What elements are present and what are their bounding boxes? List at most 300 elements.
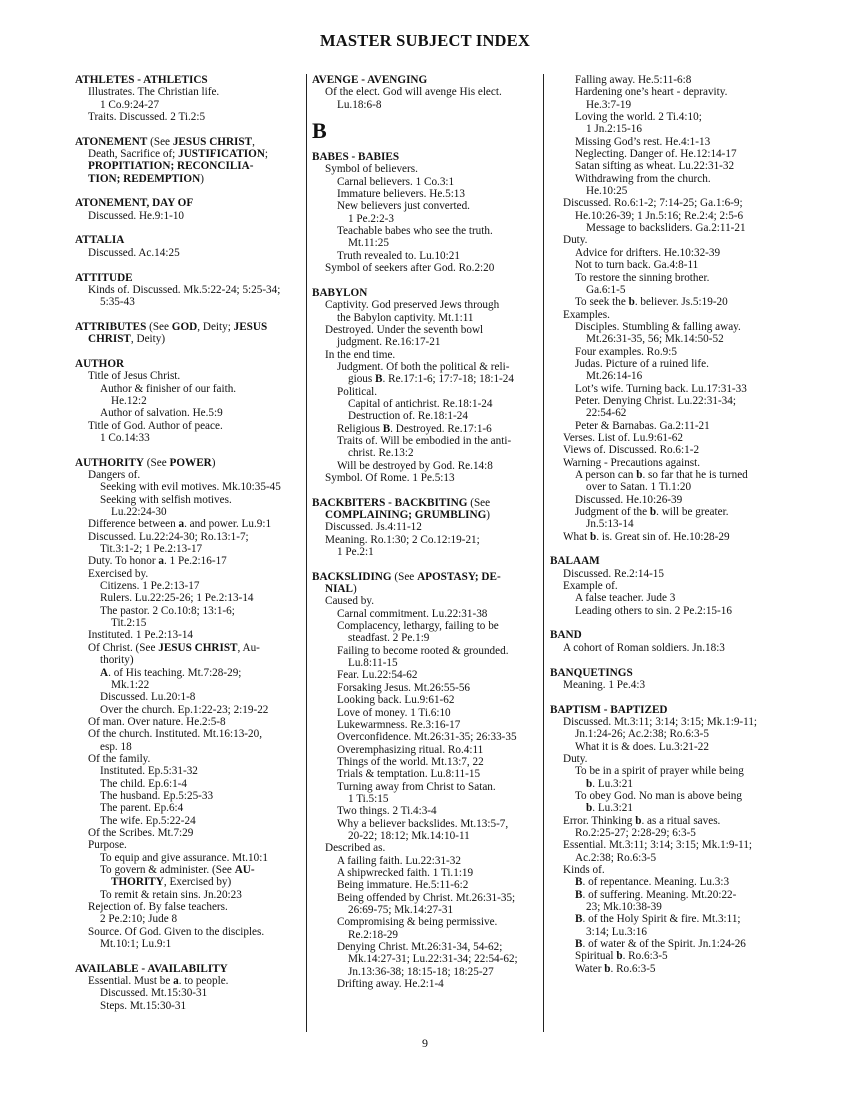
index-entry	[75, 99, 303, 111]
entry-text: Symbol. Of Rome. 1 Pe.5:13	[325, 471, 455, 484]
index-entry	[75, 592, 303, 604]
index-entry	[312, 349, 544, 361]
index-entry	[75, 296, 303, 308]
bold-term: AU-	[234, 864, 255, 876]
index-entry	[550, 432, 782, 444]
heading-term: BABES - BABIES	[312, 151, 400, 164]
bold-term: b	[586, 802, 593, 815]
index-heading	[75, 197, 303, 209]
index-heading	[75, 74, 303, 86]
entry-text: To restore the sinning brother.	[575, 271, 710, 284]
index-entry	[75, 395, 303, 407]
entry-text: Symbol of believers.	[325, 163, 418, 176]
index-entry	[75, 815, 303, 827]
index-entry	[312, 867, 544, 879]
index-entry	[312, 929, 544, 941]
entry-text: Of the elect. God will avenge His elect.	[325, 86, 502, 99]
entry-text: Error. Thinking	[563, 814, 636, 827]
entry-text: Fear. Lu.22:54-62	[337, 669, 418, 682]
entry-text: Lukewarmness. Re.3:16-17	[337, 718, 461, 731]
index-entry	[75, 481, 303, 493]
entry-text: Source. Of God. Given to the disciples.	[88, 925, 265, 938]
entry-text: Described as.	[325, 842, 386, 855]
entry-text: the Babylon captivity. Mt.1:11	[337, 311, 474, 324]
heading-term: BACKSLIDING	[312, 570, 392, 583]
entry-text: Overconfidence. Mt.26:31-35; 26:33-35	[337, 731, 517, 744]
index-entry	[75, 247, 303, 259]
index-entry	[550, 876, 782, 888]
index-entry	[75, 432, 303, 444]
entry-text: 3:14; Lu.3:16	[586, 925, 647, 938]
bold-term: B	[382, 422, 391, 435]
index-entry	[312, 373, 544, 385]
entry-text: Advice for drifters. He.10:32-39	[575, 246, 721, 259]
entry-text: Missing God’s rest. He.4:1-13	[575, 135, 711, 148]
index-entry	[75, 1000, 303, 1012]
entry-text: Judgment. Of both the political & reli-	[337, 360, 510, 373]
bold-term: B	[375, 373, 383, 386]
entry-text: To govern & administer. (See	[100, 864, 235, 876]
entry-spacer	[550, 654, 782, 666]
entry-text: . 1 Pe.2:16-17	[163, 555, 227, 568]
entry-text: Exercised by.	[88, 567, 149, 580]
cross-ref-text: (See	[146, 320, 172, 333]
page-number: 9	[422, 1036, 428, 1050]
entry-text: esp. 18	[100, 740, 132, 753]
index-entry	[75, 938, 303, 950]
entry-text: . is. Great sin of. He.10:28-29	[596, 530, 730, 543]
index-entry	[312, 793, 544, 805]
index-entry	[550, 284, 782, 296]
entry-text: To obey God. No man is above being	[575, 789, 742, 802]
index-entry	[550, 407, 782, 419]
index-entry	[312, 781, 544, 793]
index-entry	[550, 728, 782, 740]
index-entry	[312, 583, 544, 595]
entry-text: Loving the world. 2 Ti.4:10;	[575, 111, 702, 124]
entry-text: Kinds of.	[563, 864, 605, 876]
index-entry	[312, 620, 544, 632]
index-entry	[550, 815, 782, 827]
bold-term: B	[575, 876, 583, 889]
index-entry	[75, 506, 303, 518]
entry-text: Rejection of. By false teachers.	[88, 901, 228, 914]
cross-ref-term: JESUS CHRIST	[172, 135, 253, 148]
entry-text: . of suffering. Meaning. Mt.20:22-	[582, 888, 737, 901]
entry-text: He.12:2	[111, 394, 147, 407]
entry-text: Hardening one’s heart - depravity.	[575, 86, 728, 99]
bold-term: B	[575, 913, 583, 926]
entry-text: Jn.5:13-14	[586, 518, 634, 531]
entry-text: . of His teaching. Mt.7:28-29;	[108, 666, 242, 679]
entry-text: . of water & of the Spirit. Jn.1:24-26	[582, 938, 746, 951]
index-entry	[75, 802, 303, 814]
bold-term: TION; REDEMPTION	[88, 172, 201, 185]
index-entry	[550, 852, 782, 864]
cross-ref-term: GOD	[171, 320, 198, 333]
index-entry	[312, 324, 544, 336]
entry-text: 1 Co.9:24-27	[100, 98, 160, 111]
entry-text: Symbol of seekers after God. Ro.2:20	[325, 262, 495, 275]
entry-text: . to people.	[178, 975, 229, 988]
index-heading	[75, 358, 303, 370]
entry-text: 1 Pe.2:1	[337, 546, 374, 559]
entry-text: Forsaking Jesus. Mt.26:55-56	[337, 681, 471, 694]
entry-text: Dangers of.	[88, 469, 141, 481]
bold-term: b	[616, 950, 623, 963]
index-entry	[550, 86, 782, 98]
entry-text: Withdrawing from the church.	[575, 172, 711, 185]
index-entry	[550, 247, 782, 259]
index-entry	[550, 963, 782, 975]
index-entry	[312, 423, 544, 435]
index-entry	[550, 765, 782, 777]
index-heading	[75, 457, 303, 469]
entry-text: Destruction of. Re.18:1-24	[348, 410, 468, 423]
index-entry	[550, 827, 782, 839]
entry-text: Drifting away. He.2:1-4	[337, 978, 444, 991]
entry-text: Discussed. Lu.22:24-30; Ro.13:1-7;	[88, 530, 249, 543]
index-entry	[312, 176, 544, 188]
index-entry	[75, 617, 303, 629]
index-entry	[550, 197, 782, 209]
entry-text: Mt.11:25	[348, 237, 389, 250]
bold-term: A	[100, 666, 109, 679]
entry-text: Of the church. Instituted. Mt.16:13-20,	[88, 728, 262, 741]
entry-text: To be in a spirit of prayer while being	[575, 765, 744, 778]
heading-term: AUTHORITY	[75, 456, 144, 469]
entry-text: The child. Ep.6:1-4	[100, 777, 187, 790]
entry-text: 1 Co.14:33	[100, 431, 150, 444]
entry-text: Mt.26:14-16	[586, 370, 643, 383]
entry-text: )	[352, 583, 357, 596]
entry-text: 1 Ti.5:15	[348, 792, 389, 805]
index-entry	[550, 296, 782, 308]
bold-term: a	[173, 975, 179, 988]
index-entry	[75, 790, 303, 802]
index-entry	[312, 608, 544, 620]
index-entry	[312, 707, 544, 719]
index-entry	[75, 926, 303, 938]
heading-term: ATONEMENT	[75, 135, 148, 148]
bold-term: COMPLAINING; GRUMBLING	[325, 509, 487, 521]
index-heading	[550, 629, 782, 641]
index-entry	[312, 892, 544, 904]
index-entry	[550, 358, 782, 370]
entry-text: Purpose.	[88, 839, 127, 852]
entry-text: Essential. Mt.3:11; 3:14; 3:15; Mk.1:9-11;	[563, 839, 753, 852]
entry-spacer	[75, 222, 303, 234]
heading-term: ATTALIA	[75, 234, 125, 247]
entry-text: Re.2:18-29	[348, 928, 399, 941]
index-entry	[312, 756, 544, 768]
index-entry	[312, 312, 544, 324]
index-entry	[312, 669, 544, 681]
entry-text: Illustrates. The Christian life.	[88, 86, 220, 99]
entry-text: Mt.10:1; Lu.9:1	[100, 938, 172, 951]
index-entry	[312, 200, 544, 212]
entry-text: Lu.18:6-8	[337, 98, 382, 111]
index-heading	[312, 151, 544, 163]
entry-text: Failing to become rooted & grounded.	[337, 644, 509, 657]
entry-text: . Destroyed. Re.17:1-6	[390, 422, 492, 435]
entry-text: Verses. List of. Lu.9:61-62	[563, 431, 683, 444]
heading-term: ATTRIBUTES	[75, 320, 147, 333]
index-entry	[550, 185, 782, 197]
entry-text: Looking back. Lu.9:61-62	[337, 694, 455, 707]
entry-text: , Deity)	[130, 333, 166, 346]
cross-ref-term: JESUS	[233, 320, 268, 333]
cross-ref-text: (See	[391, 570, 418, 583]
entry-text: Complacency, lethargy, failing to be	[337, 620, 499, 633]
entry-text: Four examples. Ro.9:5	[575, 345, 677, 358]
cross-ref-text: (See	[144, 456, 170, 469]
entry-text: A false teacher. Jude 3	[575, 592, 676, 605]
entry-text: Instituted. 1 Pe.2:13-14	[88, 629, 194, 642]
index-entry	[312, 941, 544, 953]
index-entry	[75, 370, 303, 382]
entry-text: Judas. Picture of a ruined life.	[575, 357, 709, 370]
index-entry	[312, 645, 544, 657]
entry-text: Trials & temptation. Lu.8:11-15	[337, 768, 481, 781]
entry-text: Duty.	[563, 234, 588, 247]
cross-ref-term: POWER	[169, 456, 212, 469]
entry-text: What	[563, 530, 591, 543]
entry-text: A shipwrecked faith. 1 Ti.1:19	[337, 866, 474, 879]
entry-text: christ. Re.13:2	[348, 447, 414, 460]
index-entry	[550, 210, 782, 222]
entry-text: Ro.2:25-27; 2:28-29; 6:3-5	[575, 826, 696, 839]
index-entry	[550, 173, 782, 185]
index-entry	[75, 691, 303, 703]
entry-text: )	[200, 172, 204, 185]
index-entry	[550, 592, 782, 604]
entry-text: 1 Jn.2:15-16	[586, 123, 642, 136]
index-entry	[75, 173, 303, 185]
index-entry	[312, 546, 544, 558]
index-entry	[550, 741, 782, 753]
entry-text: Citizens. 1 Pe.2:13-17	[100, 580, 200, 593]
heading-term: BACKBITERS - BACKBITING	[312, 496, 468, 509]
entry-text: . so far that he is turned	[642, 469, 748, 481]
index-entry	[550, 111, 782, 123]
index-entry	[75, 753, 303, 765]
entry-text: Lu.22:24-30	[111, 506, 167, 519]
index-entry	[75, 654, 303, 666]
entry-text: Lot’s wife. Turning back. Lu.17:31-33	[575, 382, 747, 395]
index-entry	[550, 444, 782, 456]
index-entry	[550, 926, 782, 938]
bold-term: B	[575, 888, 583, 901]
entry-spacer	[550, 691, 782, 703]
index-entry	[75, 580, 303, 592]
bold-term: a	[178, 518, 185, 531]
entry-text: Leading others to sin. 2 Pe.2:15-16	[575, 604, 732, 617]
entry-text: Author of salvation. He.5:9	[100, 407, 223, 420]
index-entry	[75, 852, 303, 864]
heading-term: BANQUETINGS	[550, 666, 633, 679]
index-entry	[75, 407, 303, 419]
entry-text: The pastor. 2 Co.10:8; 13:1-6;	[100, 604, 235, 617]
entry-spacer	[312, 274, 544, 286]
index-entry	[75, 864, 303, 876]
entry-text: Captivity. God preserved Jews through	[325, 299, 500, 312]
entry-spacer	[75, 346, 303, 358]
entry-text: . and power. Lu.9:1	[184, 518, 272, 531]
entry-text: Love of money. 1 Ti.6:10	[337, 706, 451, 719]
column-divider	[306, 74, 307, 1032]
index-entry	[75, 420, 303, 432]
index-entry	[75, 889, 303, 901]
index-entry	[312, 818, 544, 830]
index-entry	[550, 679, 782, 691]
entry-text: Two things. 2 Ti.4:3-4	[337, 805, 437, 818]
index-entry	[312, 842, 544, 854]
heading-term: AUTHOR	[75, 357, 125, 370]
entry-text: gious	[348, 373, 376, 386]
entry-text: 5:35-43	[100, 296, 135, 309]
index-entry	[312, 447, 544, 459]
entry-text: 2 Pe.2:10; Jude 8	[100, 913, 178, 926]
entry-text: Seeking with selfish motives.	[100, 493, 232, 506]
index-entry	[312, 398, 544, 410]
entry-text: Being offended by Christ. Mt.26:31-35;	[337, 891, 516, 904]
entry-text: . as a ritual saves.	[641, 814, 721, 827]
index-entry	[312, 534, 544, 546]
index-entry	[75, 333, 303, 345]
entry-text: Of the family.	[88, 752, 151, 765]
index-entry	[550, 506, 782, 518]
entry-spacer	[75, 259, 303, 271]
entry-text: Carnal believers. 1 Co.3:1	[337, 175, 455, 188]
entry-text: Message to backsliders. Ga.2:11-21	[586, 222, 746, 235]
heading-term: ATTITUDE	[75, 271, 133, 284]
entry-text: Discussed. Lu.20:1-8	[100, 691, 196, 704]
heading-term: AVAILABLE - AVAILABILITY	[75, 962, 228, 975]
index-entry	[550, 160, 782, 172]
index-entry	[75, 667, 303, 679]
heading-term: ATHLETES - ATHLETICS	[75, 74, 208, 86]
index-heading	[312, 74, 544, 86]
index-entry	[550, 74, 782, 86]
entry-text: . Lu.3:21	[592, 802, 633, 815]
index-entry	[312, 744, 544, 756]
index-heading	[550, 667, 782, 679]
index-entry	[75, 913, 303, 925]
index-entry	[312, 213, 544, 225]
entry-text: Discussed. He.9:1-10	[88, 209, 185, 222]
index-entry	[312, 262, 544, 274]
index-entry	[550, 481, 782, 493]
entry-text: Essential. Must be	[88, 975, 174, 988]
index-heading	[75, 272, 303, 284]
index-entry	[550, 333, 782, 345]
index-entry	[312, 188, 544, 200]
index-entry	[312, 435, 544, 447]
entry-text: Destroyed. Under the seventh bowl	[325, 323, 484, 336]
index-entry	[550, 864, 782, 876]
entry-text: The wife. Ep.5:22-24	[100, 814, 196, 827]
index-entry	[550, 136, 782, 148]
index-entry	[550, 889, 782, 901]
entry-text: Seeking with evil motives. Mk.10:35-45	[100, 481, 281, 494]
entry-text: Title of Jesus Christ.	[88, 370, 181, 383]
entry-text: . Ro.6:3-5	[610, 962, 656, 975]
index-entry	[75, 148, 303, 160]
index-entry	[75, 741, 303, 753]
index-entry	[75, 469, 303, 481]
entry-text: New believers just converted.	[337, 200, 470, 213]
entry-text: Discussed. Mt.15:30-31	[100, 987, 208, 1000]
entry-text: Examples.	[563, 308, 610, 321]
cross-ref-text: (See	[147, 135, 173, 148]
index-entry	[550, 753, 782, 765]
index-entry	[550, 518, 782, 530]
index-column-1	[75, 74, 303, 1012]
heading-term: ATONEMENT, DAY OF	[75, 197, 194, 210]
index-entry	[312, 472, 544, 484]
entry-text: Carnal commitment. Lu.22:31-38	[337, 607, 488, 620]
index-entry	[312, 855, 544, 867]
index-heading	[312, 497, 544, 509]
index-entry	[550, 938, 782, 950]
index-entry	[75, 716, 303, 728]
index-entry	[312, 719, 544, 731]
entry-text: , Exercised by)	[163, 876, 232, 889]
entry-text: . Lu.3:21	[592, 777, 633, 790]
entry-text: Religious	[337, 422, 383, 435]
index-entry	[550, 222, 782, 234]
bold-term: JESUS CHRIST	[158, 641, 238, 654]
bold-term: b	[604, 962, 611, 975]
index-entry	[550, 950, 782, 962]
entry-text: Difference between	[88, 518, 179, 531]
entry-spacer	[550, 543, 782, 555]
entry-text: Jn.1:24-26; Ac.2:38; Ro.6:3-5	[575, 728, 709, 741]
index-entry	[550, 234, 782, 246]
entry-text: Mt.26:31-35, 56; Mk.14:50-52	[586, 333, 724, 346]
index-entry	[75, 86, 303, 98]
index-entry	[550, 420, 782, 432]
index-entry	[550, 123, 782, 135]
bold-term: B	[575, 938, 583, 951]
entry-spacer	[75, 950, 303, 962]
entry-spacer	[75, 185, 303, 197]
entry-text: He.3:7-19	[586, 98, 632, 111]
index-entry	[550, 259, 782, 271]
entry-text: ;	[264, 148, 269, 161]
entry-spacer	[75, 444, 303, 456]
index-entry	[312, 336, 544, 348]
bold-term: a	[158, 555, 164, 568]
entry-text: The husband. Ep.5:25-33	[100, 789, 214, 802]
entry-text: thority)	[100, 654, 134, 667]
entry-text: Over the church. Ep.1:22-23; 2:19-22	[100, 703, 269, 716]
entry-text: Discussed. He.10:26-39	[575, 493, 683, 506]
index-entry	[312, 386, 544, 398]
entry-text: The parent. Ep.6:4	[100, 802, 184, 815]
index-entry	[75, 629, 303, 641]
entry-text: Rulers. Lu.22:25-26; 1 Pe.2:13-14	[100, 592, 254, 605]
index-entry	[75, 901, 303, 913]
bold-term: PROPITIATION; RECONCILIA-	[88, 160, 254, 173]
cross-ref-text: , Deity;	[197, 320, 234, 333]
entry-text: He.10:25	[586, 185, 628, 198]
index-heading	[550, 555, 782, 567]
index-entry	[312, 250, 544, 262]
index-entry	[75, 111, 303, 123]
index-entry	[550, 642, 782, 654]
